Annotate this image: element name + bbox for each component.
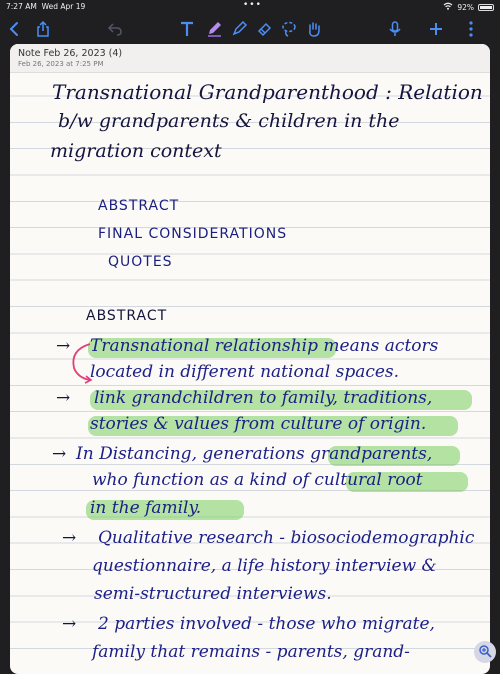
hw-bullet-arrow: → xyxy=(52,444,67,464)
text-tool-icon[interactable] xyxy=(176,18,198,40)
hw-b4-line2: questionnaire, a life history interview & xyxy=(92,556,437,576)
hw-b4-line3: semi-structured interviews. xyxy=(94,584,332,604)
note-date: Feb 26, 2023 at 7:25 PM xyxy=(18,60,104,68)
status-bar xyxy=(0,0,500,14)
hw-title-line3: migration context xyxy=(50,140,222,162)
hw-bullet-arrow: → xyxy=(62,528,77,548)
hw-toc-final: FINAL CONSIDERATIONS xyxy=(98,226,288,242)
microphone-icon[interactable] xyxy=(384,18,406,40)
chevron-left-icon[interactable] xyxy=(4,18,26,40)
eraser-icon[interactable] xyxy=(253,18,275,40)
more-icon[interactable] xyxy=(460,18,482,40)
multitask-dots[interactable]: ••• xyxy=(243,0,262,10)
status-time: 7:27 AM Wed Apr 19 xyxy=(6,2,86,11)
hw-title-line2: b/w grandparents & children in the xyxy=(58,110,400,132)
hw-b1-line1: Transnational relationship means actors xyxy=(90,336,439,356)
hand-icon[interactable] xyxy=(303,18,325,40)
battery-percent: 92% xyxy=(457,2,474,12)
hw-b3-line2: who function as a kind of cultural root xyxy=(92,470,423,490)
hw-b5-line2: family that remains - parents, grand- xyxy=(92,642,410,662)
hw-b2-line1: link grandchildren to family, traditions, xyxy=(94,388,433,408)
hw-bullet-arrow: → xyxy=(56,336,71,356)
add-icon[interactable] xyxy=(425,18,447,40)
undo-icon[interactable] xyxy=(104,18,126,40)
hw-bullet-arrow: → xyxy=(56,388,71,408)
pen-icon[interactable] xyxy=(203,18,225,40)
note-page[interactable] xyxy=(10,44,490,674)
highlighter-icon[interactable] xyxy=(228,18,250,40)
hw-b3-line1: In Distancing, generations grandparents, xyxy=(76,444,433,464)
wifi-icon xyxy=(443,2,453,12)
battery-icon xyxy=(478,4,494,11)
hw-b3-line3: in the family. xyxy=(90,498,202,518)
hw-title-line1: Transnational Grandparenthood : Relation xyxy=(52,80,483,104)
hw-b2-line2: stories & values from culture of origin. xyxy=(90,414,427,434)
note-title: Note Feb 26, 2023 (4) xyxy=(18,48,123,59)
hw-b1-line2: located in different national spaces. xyxy=(90,362,400,382)
lasso-icon[interactable] xyxy=(278,18,300,40)
hw-b4-line1: Qualitative research - biosociodemographic xyxy=(98,528,475,548)
toolbar xyxy=(0,14,500,44)
hw-toc-quotes: QUOTES xyxy=(108,254,173,270)
magnifier-icon xyxy=(478,643,492,662)
hw-toc-abstract: ABSTRACT xyxy=(98,198,180,214)
note-header xyxy=(10,44,490,73)
hw-bullet-arrow: → xyxy=(62,614,77,634)
share-icon[interactable] xyxy=(32,18,54,40)
hw-section-abstract: ABSTRACT xyxy=(86,308,168,324)
zoom-button[interactable] xyxy=(474,641,496,663)
hw-b5-line1: 2 parties involved - those who migrate, xyxy=(98,614,435,634)
